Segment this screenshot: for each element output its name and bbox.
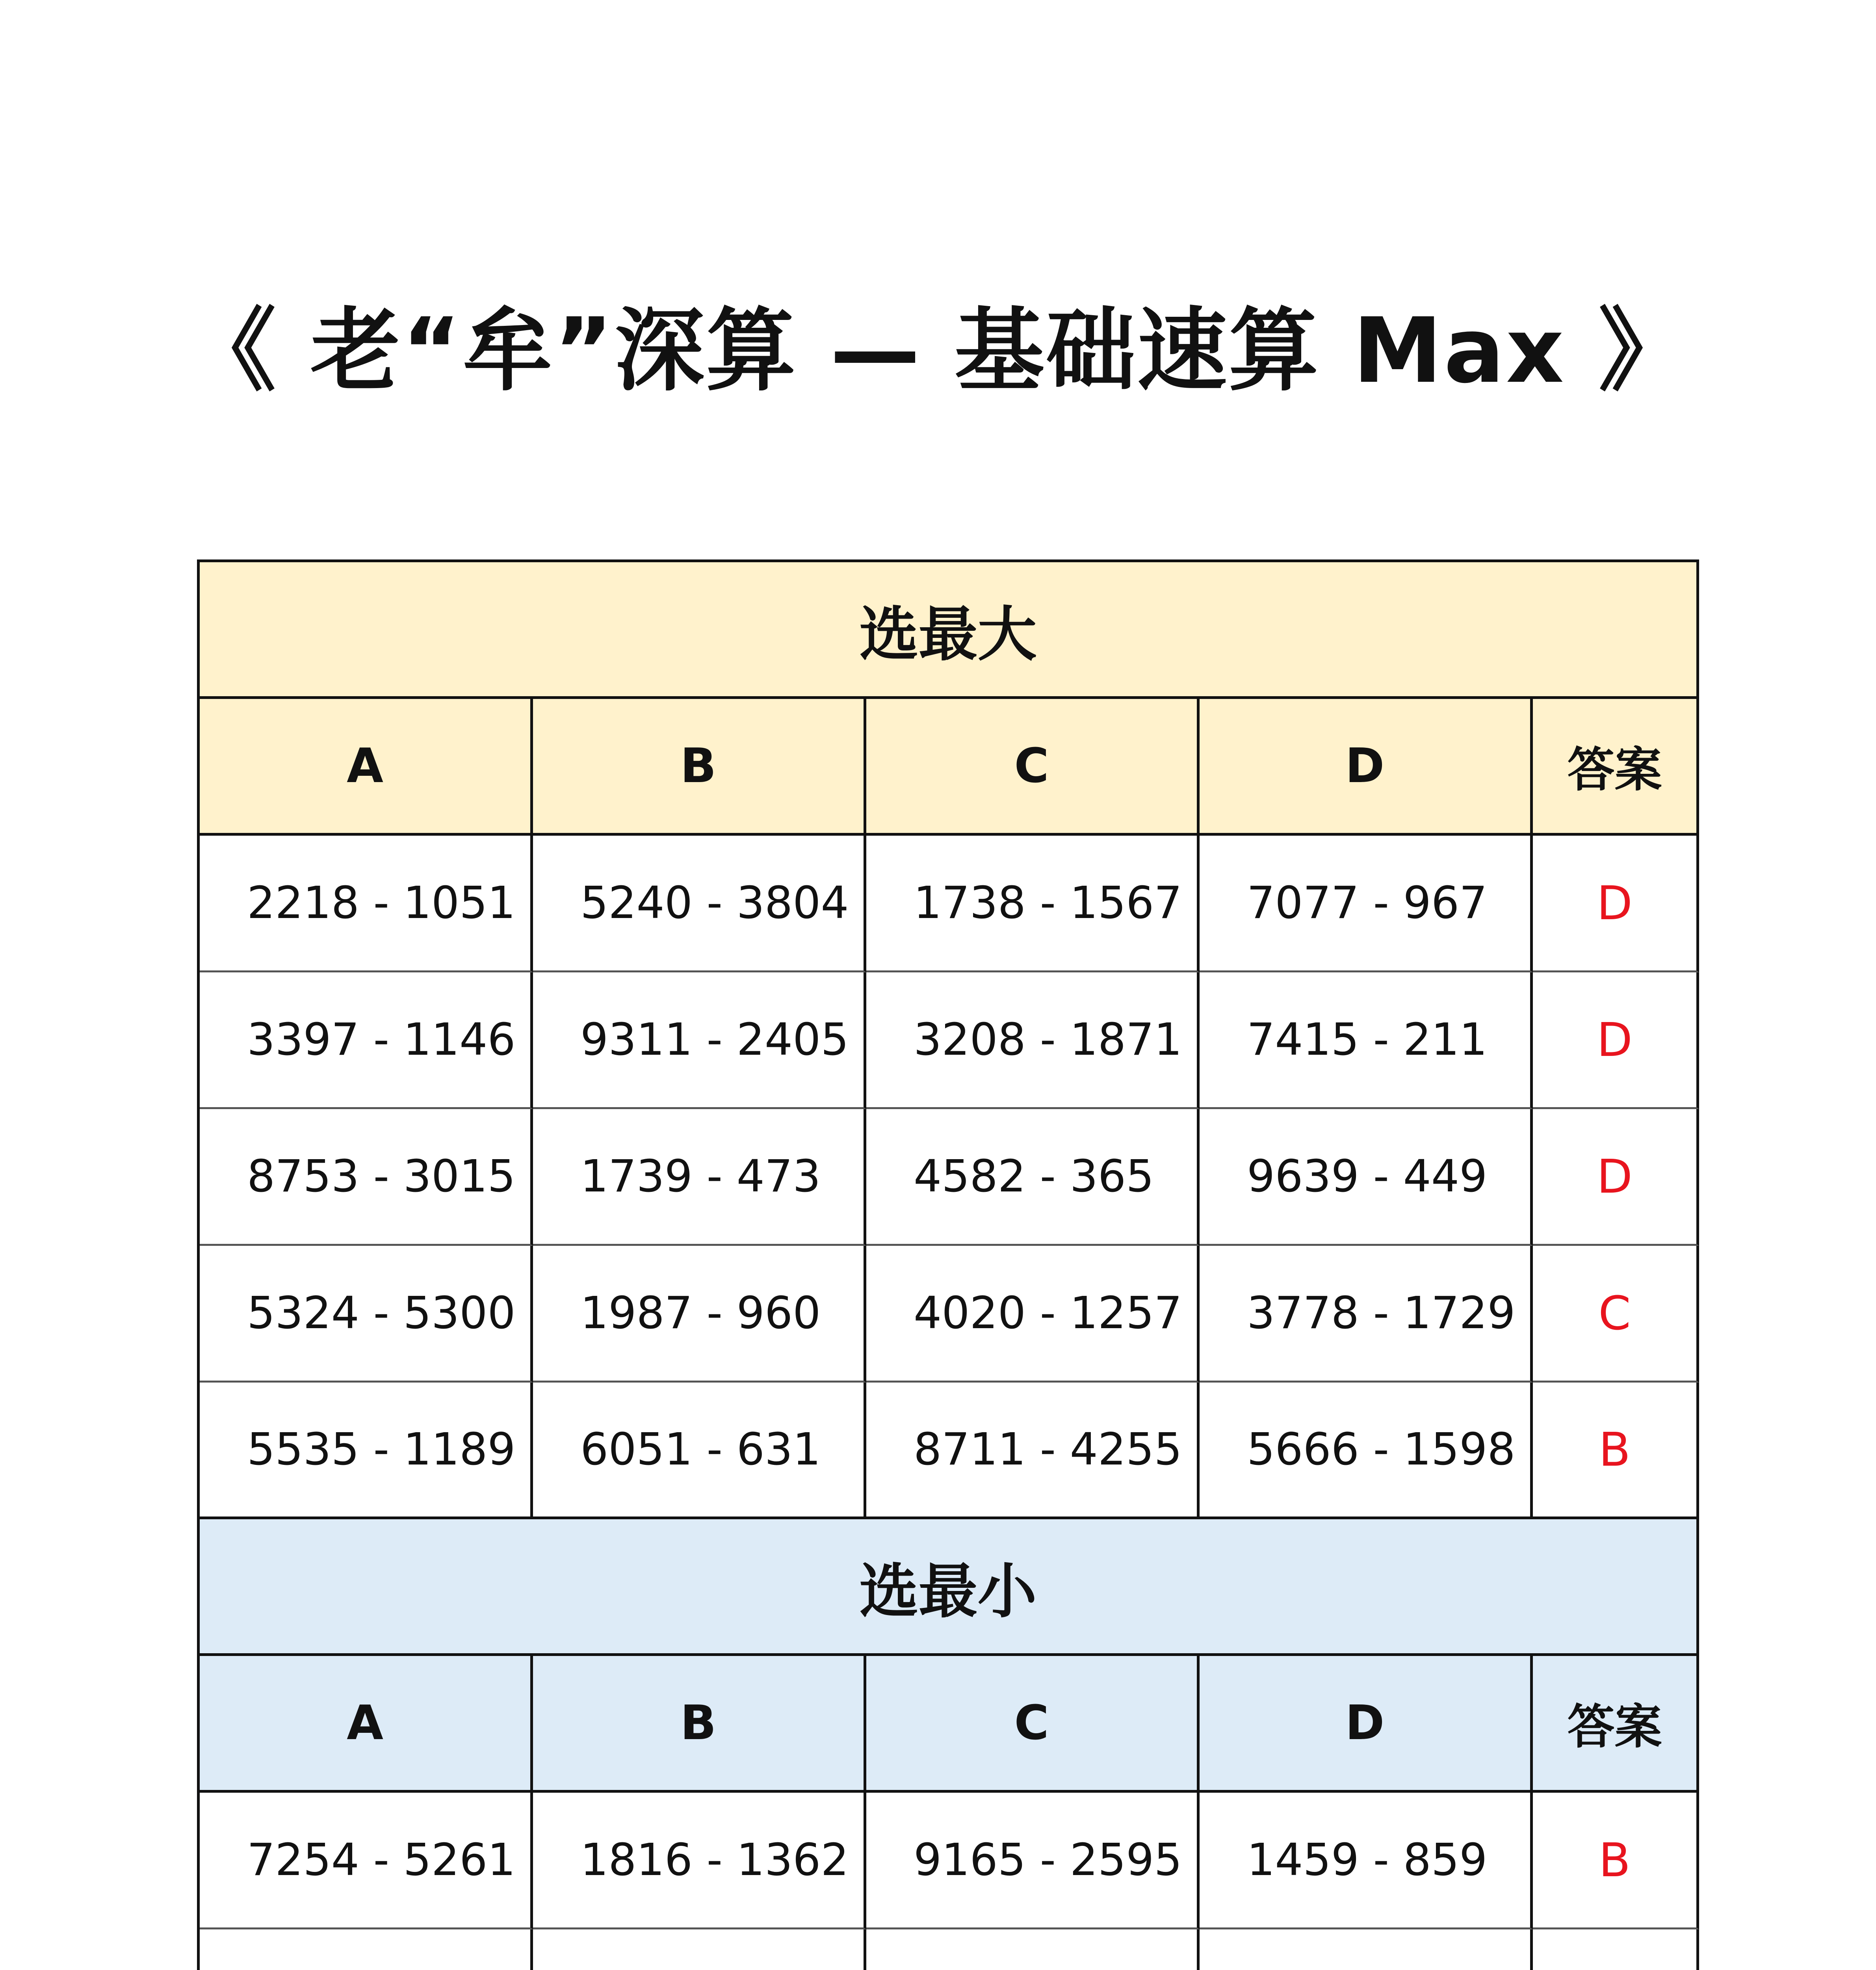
expression-cell-a: 5324 - 5300 (200, 1246, 533, 1383)
expression-cell-a: 8753 - 3015 (200, 1109, 533, 1246)
expression-cell-a: 5535 - 1189 (200, 1383, 533, 1519)
expression-cell-c: 3208 - 1871 (866, 972, 1200, 1109)
answer-cell: D (1533, 1109, 1699, 1246)
column-header-a: A (200, 699, 533, 836)
expression-cell-d: 5666 - 1598 (1200, 1383, 1533, 1519)
expression-cell-d: 3778 - 1729 (1200, 1246, 1533, 1383)
section-title-min: 选最小 (200, 1519, 1699, 1656)
expression-cell-b (533, 1929, 866, 1970)
expression-cell-a: 3397 - 1146 (200, 972, 533, 1109)
column-header-answer: 答案 (1533, 699, 1699, 836)
expression-cell-c: 4020 - 1257 (866, 1246, 1200, 1383)
worksheet-table (197, 559, 1699, 1970)
expression-cell-d: 7415 - 211 (1200, 972, 1533, 1109)
answer-cell (1533, 1929, 1699, 1970)
answer-cell: D (1533, 836, 1699, 972)
expression-cell-d: 9639 - 449 (1200, 1109, 1533, 1246)
expression-cell-c (866, 1929, 1200, 1970)
answer-cell: B (1533, 1793, 1699, 1929)
table-row (200, 972, 1699, 1109)
column-header-c: C (866, 1656, 1200, 1793)
expression-cell-c: 9165 - 2595 (866, 1793, 1200, 1929)
expression-cell-b: 6051 - 631 (533, 1383, 866, 1519)
expression-cell-c: 1738 - 1567 (866, 836, 1200, 972)
column-header-d: D (1200, 1656, 1533, 1793)
expression-cell-a: 7254 - 5261 (200, 1793, 533, 1929)
column-header-b: B (533, 1656, 866, 1793)
column-header-b: B (533, 699, 866, 836)
column-header-answer: 答案 (1533, 1656, 1699, 1793)
answer-cell: B (1533, 1383, 1699, 1519)
expression-cell-c: 4582 - 365 (866, 1109, 1200, 1246)
expression-cell-d: 1459 - 859 (1200, 1793, 1533, 1929)
expression-cell-b: 1987 - 960 (533, 1246, 866, 1383)
expression-cell-d (1200, 1929, 1533, 1970)
table-row (200, 1383, 1699, 1519)
column-header-c: C (866, 699, 1200, 836)
column-header-d: D (1200, 699, 1533, 836)
header-row-max (200, 699, 1699, 836)
table-row (200, 1929, 1699, 1970)
table-row (200, 1793, 1699, 1929)
column-header-a: A (200, 1656, 533, 1793)
page-title: 《 老“牟”深算 — 基础速算 Max 》 (186, 298, 1690, 403)
answer-cell: D (1533, 972, 1699, 1109)
table-row (200, 1109, 1699, 1246)
expression-cell-b: 1816 - 1362 (533, 1793, 866, 1929)
table-row (200, 1246, 1699, 1383)
expression-cell-c: 8711 - 4255 (866, 1383, 1200, 1519)
expression-cell-a (200, 1929, 533, 1970)
table-row (200, 836, 1699, 972)
section-title-max: 选最大 (200, 562, 1699, 699)
header-row-min (200, 1656, 1699, 1793)
expression-cell-b: 1739 - 473 (533, 1109, 866, 1246)
expression-cell-a: 2218 - 1051 (200, 836, 533, 972)
expression-cell-b: 9311 - 2405 (533, 972, 866, 1109)
expression-cell-d: 7077 - 967 (1200, 836, 1533, 972)
answer-cell: C (1533, 1246, 1699, 1383)
expression-cell-b: 5240 - 3804 (533, 836, 866, 972)
